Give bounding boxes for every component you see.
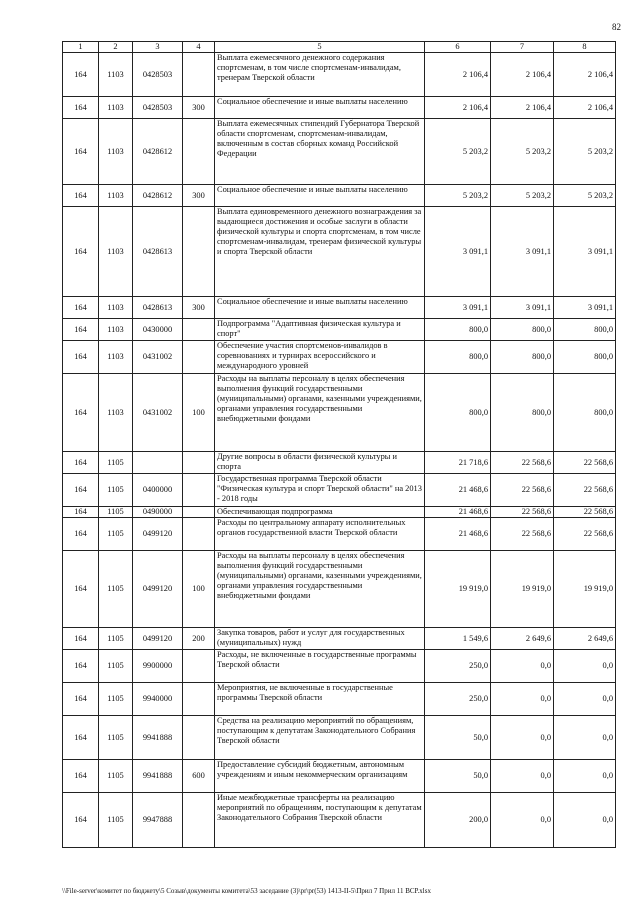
cell-code-3: 0499120 <box>133 551 183 628</box>
table-row <box>63 119 616 185</box>
cell-code-4 <box>183 793 215 848</box>
cell-value-7: 2 106,4 <box>491 97 554 119</box>
cell-code-1: 164 <box>63 297 99 319</box>
cell-code-3: 0431002 <box>133 374 183 452</box>
cell-code-2: 1103 <box>99 374 133 452</box>
cell-value-7: 800,0 <box>491 341 554 374</box>
cell-code-2: 1105 <box>99 452 133 474</box>
cell-code-4: 300 <box>183 297 215 319</box>
cell-description: Выплата ежемесячного денежного содержания спортсменам, в том числе спортсменам-инвалидам, тренерам Тверской области <box>215 53 425 97</box>
cell-description: Обеспечивающая подпрограмма <box>215 507 425 518</box>
cell-value-6: 2 106,4 <box>425 97 491 119</box>
cell-value-8: 800,0 <box>554 341 616 374</box>
cell-value-8: 0,0 <box>554 716 616 760</box>
cell-code-2: 1105 <box>99 716 133 760</box>
header-cell: 7 <box>491 42 554 53</box>
cell-code-3: 0428612 <box>133 119 183 185</box>
cell-code-4 <box>183 650 215 683</box>
cell-value-8: 0,0 <box>554 760 616 793</box>
cell-code-4 <box>183 207 215 297</box>
cell-value-6: 21 468,6 <box>425 474 491 507</box>
table-row <box>63 507 616 518</box>
cell-value-8: 800,0 <box>554 319 616 341</box>
table-row <box>63 297 616 319</box>
cell-code-2: 1103 <box>99 185 133 207</box>
cell-description: Расходы на выплаты персоналу в целях обеспечения выполнения функций государственными (муниципальными) органами, казенными учреждениями, органами управления государственными внебюджетными фондами <box>215 374 425 452</box>
cell-code-3: 0428503 <box>133 53 183 97</box>
cell-description: Обеспечение участия спортсменов-инвалидов в соревнованиях и турнирах всероссийского и международного уровней <box>215 341 425 374</box>
cell-description: Закупка товаров, работ и услуг для государственных (муниципальных) нужд <box>215 628 425 650</box>
cell-value-7: 800,0 <box>491 319 554 341</box>
cell-description: Средства на реализацию мероприятий по обращениям, поступающим к депутатам Законодательного Собрания Тверской области <box>215 716 425 760</box>
cell-code-4: 100 <box>183 551 215 628</box>
cell-code-2: 1105 <box>99 518 133 551</box>
cell-code-2: 1103 <box>99 297 133 319</box>
table-row <box>63 452 616 474</box>
cell-value-8: 3 091,1 <box>554 207 616 297</box>
cell-code-1: 164 <box>63 760 99 793</box>
cell-value-6: 1 549,6 <box>425 628 491 650</box>
header-cell: 8 <box>554 42 616 53</box>
cell-code-1: 164 <box>63 452 99 474</box>
cell-value-6: 800,0 <box>425 341 491 374</box>
table-row <box>63 374 616 452</box>
cell-value-8: 0,0 <box>554 650 616 683</box>
cell-code-2: 1103 <box>99 97 133 119</box>
cell-value-7: 0,0 <box>491 716 554 760</box>
cell-code-3: 0431002 <box>133 341 183 374</box>
cell-code-1: 164 <box>63 119 99 185</box>
cell-description: Мероприятия, не включенные в государственные программы Тверской области <box>215 683 425 716</box>
cell-value-6: 19 919,0 <box>425 551 491 628</box>
cell-value-7: 0,0 <box>491 760 554 793</box>
cell-value-6: 21 468,6 <box>425 507 491 518</box>
cell-description: Предоставление субсидий бюджетным, автономным учреждениям и иным некоммерческим организациям <box>215 760 425 793</box>
budget-table <box>62 41 616 848</box>
cell-code-2: 1105 <box>99 650 133 683</box>
cell-value-8: 2 106,4 <box>554 97 616 119</box>
table-row <box>63 716 616 760</box>
cell-code-3: 0430000 <box>133 319 183 341</box>
cell-code-1: 164 <box>63 319 99 341</box>
table-row <box>63 650 616 683</box>
cell-code-1: 164 <box>63 518 99 551</box>
cell-value-6: 5 203,2 <box>425 119 491 185</box>
cell-value-7: 3 091,1 <box>491 207 554 297</box>
cell-code-2: 1103 <box>99 119 133 185</box>
table-row <box>63 97 616 119</box>
table-header-row <box>63 42 616 53</box>
cell-code-4: 600 <box>183 760 215 793</box>
cell-code-4 <box>183 53 215 97</box>
cell-code-1: 164 <box>63 341 99 374</box>
cell-value-7: 22 568,6 <box>491 507 554 518</box>
cell-value-8: 5 203,2 <box>554 185 616 207</box>
cell-code-1: 164 <box>63 474 99 507</box>
cell-code-3: 0499120 <box>133 518 183 551</box>
cell-code-1: 164 <box>63 185 99 207</box>
cell-code-3: 0428503 <box>133 97 183 119</box>
cell-value-8: 22 568,6 <box>554 507 616 518</box>
cell-value-8: 22 568,6 <box>554 474 616 507</box>
cell-code-3: 9941888 <box>133 760 183 793</box>
table-body <box>63 53 616 848</box>
header-cell: 2 <box>99 42 133 53</box>
cell-description: Расходы, не включенные в государственные программы Тверской области <box>215 650 425 683</box>
cell-value-8: 2 649,6 <box>554 628 616 650</box>
table-row <box>63 53 616 97</box>
table-row <box>63 628 616 650</box>
header-cell: 5 <box>215 42 425 53</box>
header-cell: 4 <box>183 42 215 53</box>
cell-code-3: 0490000 <box>133 507 183 518</box>
cell-code-1: 164 <box>63 374 99 452</box>
cell-value-8: 5 203,2 <box>554 119 616 185</box>
cell-code-1: 164 <box>63 97 99 119</box>
cell-value-6: 250,0 <box>425 683 491 716</box>
cell-code-3: 9940000 <box>133 683 183 716</box>
cell-value-7: 0,0 <box>491 683 554 716</box>
file-path-footer: \\File-server\комитет по бюджету\5 Созыв\документы комитета\53 заседание (3)\pr\pr(53) 1413-II-5\Прил 7 Прил 11 ВСР.xlsx <box>62 887 431 895</box>
cell-description: Подпрограмма "Адаптивная физическая культура и спорт" <box>215 319 425 341</box>
cell-value-7: 2 649,6 <box>491 628 554 650</box>
cell-code-2: 1103 <box>99 341 133 374</box>
header-cell: 3 <box>133 42 183 53</box>
table-row <box>63 793 616 848</box>
cell-value-6: 50,0 <box>425 760 491 793</box>
header-cell: 6 <box>425 42 491 53</box>
table-row <box>63 683 616 716</box>
cell-description: Расходы по центральному аппарату исполнительных органов государственной власти Тверской области <box>215 518 425 551</box>
cell-value-6: 21 718,6 <box>425 452 491 474</box>
cell-description: Социальное обеспечение и иные выплаты населению <box>215 97 425 119</box>
cell-value-6: 800,0 <box>425 319 491 341</box>
cell-code-3: 0428612 <box>133 185 183 207</box>
cell-value-6: 200,0 <box>425 793 491 848</box>
table-row <box>63 518 616 551</box>
cell-code-1: 164 <box>63 716 99 760</box>
cell-value-7: 800,0 <box>491 374 554 452</box>
cell-value-6: 800,0 <box>425 374 491 452</box>
cell-value-8: 2 106,4 <box>554 53 616 97</box>
cell-code-4: 300 <box>183 97 215 119</box>
cell-code-1: 164 <box>63 551 99 628</box>
cell-code-3 <box>133 452 183 474</box>
cell-code-1: 164 <box>63 650 99 683</box>
cell-code-2: 1105 <box>99 551 133 628</box>
table-row <box>63 341 616 374</box>
cell-code-4: 200 <box>183 628 215 650</box>
cell-code-3: 0499120 <box>133 628 183 650</box>
cell-value-6: 21 468,6 <box>425 518 491 551</box>
table-row <box>63 185 616 207</box>
cell-code-3: 0400000 <box>133 474 183 507</box>
cell-value-6: 250,0 <box>425 650 491 683</box>
cell-value-7: 5 203,2 <box>491 119 554 185</box>
cell-code-2: 1105 <box>99 507 133 518</box>
cell-value-8: 19 919,0 <box>554 551 616 628</box>
cell-value-7: 19 919,0 <box>491 551 554 628</box>
page-number: 82 <box>612 22 621 32</box>
cell-code-2: 1105 <box>99 760 133 793</box>
cell-code-1: 164 <box>63 207 99 297</box>
table-row <box>63 760 616 793</box>
cell-value-6: 50,0 <box>425 716 491 760</box>
cell-value-7: 0,0 <box>491 650 554 683</box>
cell-code-4 <box>183 474 215 507</box>
cell-code-2: 1105 <box>99 474 133 507</box>
table-row <box>63 551 616 628</box>
header-cell: 1 <box>63 42 99 53</box>
cell-code-3: 9900000 <box>133 650 183 683</box>
cell-description: Другие вопросы в области физической культуры и спорта <box>215 452 425 474</box>
cell-value-8: 800,0 <box>554 374 616 452</box>
cell-code-4 <box>183 716 215 760</box>
cell-value-7: 5 203,2 <box>491 185 554 207</box>
cell-code-4: 100 <box>183 374 215 452</box>
cell-code-2: 1105 <box>99 793 133 848</box>
cell-description: Выплата ежемесячных стипендий Губернатора Тверской области спортсменам, спортсменам-инвалидам, включенным в состав сборных команд Российской Федерации <box>215 119 425 185</box>
cell-description: Расходы на выплаты персоналу в целях обеспечения выполнения функций государственными (муниципальными) органами, казенными учреждениями, органами управления государственными внебюджетными фондами <box>215 551 425 628</box>
cell-value-6: 2 106,4 <box>425 53 491 97</box>
table-row <box>63 207 616 297</box>
cell-description: Иные межбюджетные трансферты на реализацию мероприятий по обращениям, поступающим к депутатам Законодательного Собрания Тверской области <box>215 793 425 848</box>
cell-value-7: 3 091,1 <box>491 297 554 319</box>
cell-code-4 <box>183 518 215 551</box>
cell-code-3: 0428613 <box>133 207 183 297</box>
cell-code-1: 164 <box>63 683 99 716</box>
cell-description: Социальное обеспечение и иные выплаты населению <box>215 297 425 319</box>
cell-description: Социальное обеспечение и иные выплаты населению <box>215 185 425 207</box>
cell-value-7: 22 568,6 <box>491 518 554 551</box>
cell-code-4 <box>183 507 215 518</box>
cell-code-4 <box>183 319 215 341</box>
cell-code-3: 9947888 <box>133 793 183 848</box>
cell-value-8: 0,0 <box>554 683 616 716</box>
cell-value-8: 22 568,6 <box>554 452 616 474</box>
cell-code-2: 1105 <box>99 628 133 650</box>
cell-value-7: 0,0 <box>491 793 554 848</box>
table-row <box>63 319 616 341</box>
cell-description: Государственная программа Тверской области "Физическая культура и спорт Тверской области" на 2013 - 2018 годы <box>215 474 425 507</box>
cell-code-4 <box>183 452 215 474</box>
table-row <box>63 474 616 507</box>
cell-code-4 <box>183 341 215 374</box>
cell-value-7: 2 106,4 <box>491 53 554 97</box>
cell-description: Выплата единовременного денежного вознаграждения за выдающиеся достижения и особые заслуги в области физической культуры и спорта спортсменам, в том числе спортсменам-инвалидам, тренерам физической культуры и спорта Тверской области <box>215 207 425 297</box>
cell-value-7: 22 568,6 <box>491 452 554 474</box>
cell-value-8: 22 568,6 <box>554 518 616 551</box>
cell-code-1: 164 <box>63 793 99 848</box>
cell-value-8: 0,0 <box>554 793 616 848</box>
cell-code-2: 1103 <box>99 207 133 297</box>
cell-code-1: 164 <box>63 53 99 97</box>
cell-code-4 <box>183 683 215 716</box>
cell-code-3: 9941888 <box>133 716 183 760</box>
cell-value-7: 22 568,6 <box>491 474 554 507</box>
cell-code-3: 0428613 <box>133 297 183 319</box>
cell-code-1: 164 <box>63 628 99 650</box>
cell-code-2: 1103 <box>99 319 133 341</box>
cell-code-2: 1103 <box>99 53 133 97</box>
cell-value-6: 5 203,2 <box>425 185 491 207</box>
cell-code-4: 300 <box>183 185 215 207</box>
cell-code-1: 164 <box>63 507 99 518</box>
cell-value-8: 3 091,1 <box>554 297 616 319</box>
cell-value-6: 3 091,1 <box>425 297 491 319</box>
cell-code-2: 1105 <box>99 683 133 716</box>
cell-code-4 <box>183 119 215 185</box>
cell-value-6: 3 091,1 <box>425 207 491 297</box>
